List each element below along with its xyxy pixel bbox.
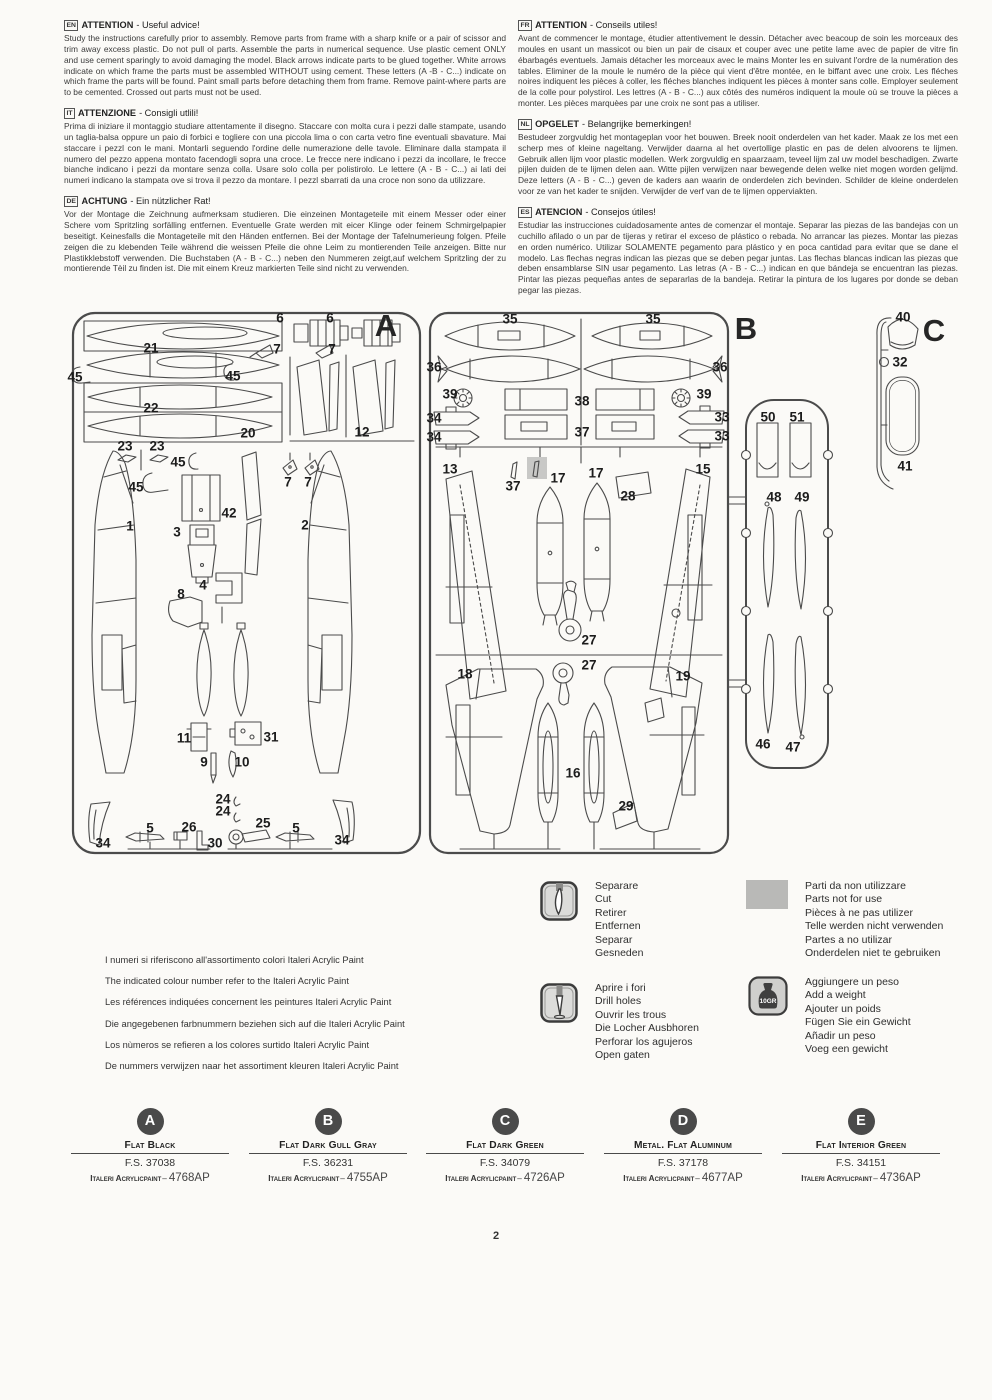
part-number-label: 25	[255, 815, 271, 831]
symbol-cut	[540, 880, 643, 960]
part-number-label: 48	[766, 489, 782, 505]
not-for-use-swatch	[746, 880, 788, 914]
part-number-label: 46	[755, 736, 771, 752]
symbol-weight	[748, 976, 911, 1056]
paint-note-line: Les références indiquées concernent les peintures Italeri Acrylic Paint	[105, 997, 392, 1008]
notice-nl-body: Bestudeer zorgvuldig het montageplan voor het bouwen. Breek nooit onderdelen van het kader. Maak ze los met een scherp mes of kleine nageltang. Verwijder daarna al het overtollige plastic en pas de delen alvoorens te lijmen. Gebruik allen lijm voor plastic modellen. Werk zorgvuldig en spaarzaam, teveel lijm zal uw model beschadigen. Zwarte pijlen duiden de te lijmen delen aan. Witte pijlen verwijzen naar bewegende delen welke niet mogen worden gelijmd. Deze letters (A - B - C...) geven de kaders aan waarin de onderdelen zich bevinden. Schilder de kleine onderdelen voor ze van het kader te snijden. Verwijder de verf van de te lijmen opperviakten.	[518, 131, 958, 197]
part-number-label: 22	[143, 400, 159, 416]
part-number-label: 2	[301, 517, 309, 533]
paint-note-line: Die angegebenen farbnummern beziehen sich auf die Italeri Acrylic Paint	[105, 1018, 405, 1029]
cut-knife-icon	[540, 880, 578, 926]
divider	[71, 1153, 229, 1154]
paint-fs-number: F.S. 37178	[657, 1157, 709, 1169]
part-number-label: 5	[292, 820, 300, 836]
symbol-cut-labels: Separare Cut Retirer Entfernen Separar Gesneden	[595, 880, 644, 960]
part-number-label: 31	[263, 729, 279, 745]
part-number-label: 47	[785, 739, 801, 755]
symbol-weight-labels: Aggiungere un peso Add a weight Ajouter un poids Fügen Sie ein Gewicht Añadir un peso Voeg een gewicht	[805, 976, 911, 1056]
part-number-label: 12	[354, 424, 370, 440]
language-badge: NL	[518, 119, 532, 130]
part-number-label: 40	[895, 309, 911, 325]
divider	[604, 1153, 762, 1154]
part-number-label: 38	[574, 393, 590, 409]
part-number-label: 16	[565, 765, 581, 781]
part-number-label: 7	[328, 341, 336, 357]
language-badge: IT	[64, 108, 75, 119]
part-number-label: 29	[618, 798, 634, 814]
part-number-label: 27	[581, 657, 597, 673]
notice-fr-body: Avant de commencer le montage, étudier attentivement le dessin. Détacher avec beacoup de soin les morceaux des moules en usant un massicot ou bien un pair de cisaux et couper avec une petite lame avec de papier de vitre fin ébarbagés eventuels. Jamais détacher les morceaux avec le mains Monter les en suivant l'ordre de la numération des tables. Eliminer de la moule le numéro de la pièce qui vient d'être montée, en le biffant avec une croix. Les fléches noires indiquent les pièces à coller, les fléches blanches indiquent les pièces à monter sans colle. Employer seulement de la colle pour polystirol. Les lettres (A - B - C...) aux côtés des numéros indiquent la moule où se trouve la pièces a monter. Les pièces marquèes par une croix ne sont pas a utiliser.	[518, 33, 958, 109]
part-number-label: 33	[714, 428, 730, 444]
part-number-label: 39	[442, 386, 458, 402]
paint-name: Flat Dark Gull Gray	[279, 1140, 377, 1151]
notice-fr-title: FR ATTENTION - Conseils utiles!	[518, 20, 958, 31]
paint-brand-line: Italeri Acrylicpaint– 4755AP	[268, 1172, 388, 1184]
language-badge: DE	[64, 196, 78, 207]
part-number-label: 42	[221, 505, 237, 521]
add-weight-icon	[748, 976, 788, 1021]
part-number-label: 3	[173, 524, 181, 540]
part-number-label: 28	[620, 488, 636, 504]
part-number-label: 34	[95, 835, 111, 851]
part-number-label: 4	[199, 577, 207, 593]
paint-name: Flat Dark Green	[466, 1140, 544, 1151]
paint-letter-badge: A	[137, 1108, 164, 1135]
part-number-label: 32	[892, 354, 908, 370]
page-number: 2	[492, 1230, 500, 1242]
sprue-line-art	[0, 305, 992, 880]
part-number-label: 24	[215, 803, 231, 819]
paint-name: Metal. Flat Aluminum	[633, 1140, 733, 1151]
part-number-label: 34	[426, 410, 442, 426]
paint-reference-notes	[105, 950, 405, 1077]
part-number-label: 30	[207, 835, 223, 851]
part-number-label: 35	[645, 311, 661, 327]
part-number-label: 45	[67, 369, 83, 385]
part-number-label: 39	[696, 386, 712, 402]
part-number-label: 41	[897, 458, 913, 474]
part-number-label: 17	[550, 470, 566, 486]
notice-en-title: EN ATTENTION - Useful advice!	[64, 20, 506, 31]
language-badge: ES	[518, 207, 532, 218]
paint-col-c	[420, 1108, 590, 1184]
part-number-label: 37	[505, 478, 521, 494]
part-number-label: 18	[457, 666, 473, 682]
sprue-letter-label: B	[734, 311, 758, 346]
symbol-drill-labels: Aprire i fori Drill holes Ouvrir les trous Die Locher Ausbhoren Perforar los agujeros Open gaten	[595, 982, 699, 1062]
paint-col-a	[65, 1108, 235, 1184]
paint-brand-line: Italeri Acrylicpaint– 4768AP	[90, 1172, 210, 1184]
svg-text:10GR: 10GR	[759, 998, 777, 1005]
part-number-label: 7	[273, 341, 281, 357]
language-badge: EN	[64, 20, 78, 31]
drill-holes-icon	[540, 982, 578, 1028]
symbol-not-for-use-labels: Parti da non utilizzare Parts not for use Pièces à ne pas utilizer Telle werden nicht verwenden Partes a no utilizar Onderdelen niet te gebruiken	[805, 880, 944, 960]
divider	[249, 1153, 407, 1154]
paint-brand-line: Italeri Acrylicpaint– 4677AP	[623, 1172, 743, 1184]
part-number-label: 7	[284, 474, 292, 490]
part-number-label: 33	[714, 409, 730, 425]
notice-es-title: ES ATENCION - Consejos útiles!	[518, 207, 958, 218]
part-number-label: 45	[225, 368, 241, 384]
part-number-label: 19	[675, 668, 691, 684]
part-number-label: 5	[146, 820, 154, 836]
paint-note-line: I numeri si riferiscono all'assortimento colori Italeri Acrylic Paint	[105, 955, 364, 965]
part-number-label: 6	[326, 310, 334, 326]
part-number-label: 45	[128, 479, 144, 495]
part-number-label: 35	[502, 311, 518, 327]
paint-col-d	[598, 1108, 768, 1184]
part-number-label: 1	[126, 518, 134, 534]
notice-it-body: Prima di iniziare il montaggio studiare attentamente il disegno. Staccare con molta cura i pezzi dalle stampate, usando un taglia-balsa oppure un paio di forbici e togliere con una piccola lima o con carta vetro fine eventuali sbavature. Mai staccare i pezzl con le mani. Montarli seguendo l'ordine delle numerazione delle tavole. Eliminare dalla stampata il numero del pezzo appena montato facendogli sopra una croce. Le frecce nere indicano i pezzi da incollare, le frecce bianche indicano i pezzi da montare senza colla. Usare solo colla per polistirolo. Le lettere (A - B - C...) ai lati dei numeri indicano la stampata ove si trova il pezzo da montare. I pezzl sbarrati da una croce non sono da utilizzare.	[64, 121, 506, 186]
part-number-label: 10	[234, 754, 250, 770]
part-number-label: 21	[143, 340, 159, 356]
part-number-label: 24	[215, 791, 231, 807]
notice-nl-title: NL OPGELET - Belangrijke bemerkingen!	[518, 119, 958, 130]
notice-it-title: IT ATTENZIONE - Consigli utlili!	[64, 108, 506, 119]
sprue-letter-label: C	[922, 313, 946, 348]
paint-letter-badge: D	[670, 1108, 697, 1135]
part-number-label: 20	[240, 425, 256, 441]
part-number-label: 36	[712, 359, 728, 375]
notice-en-body: Study the instructions carefully prior to assembly. Remove parts from frame with a sharp knife or a pair of scissor and trim away excess plastic. Do not pull ol parts. Assemble the parts in numerical sequence. Use plastic cement ONLY and use cement sparingly to avoid damaging the model. Black arrows indicate parts to be glued together. White arrows indicate on which frame the parts must be assembled WITHOUT using cement. These letters (A -B - C...) indicate on which frame the parts will be found. Paint small parts before detaching them from frame. Remove paint-where parts are to be cemented. Crossed out parts must not be used.	[64, 33, 506, 98]
part-number-label: 26	[181, 819, 197, 835]
paint-letter-badge: B	[315, 1108, 342, 1135]
notice-de-body: Vor der Montage die Zeichnung aufmerksam studieren. Die einzeinen Montageteile mit einem Messer oder einer Schere vom Spritzling sorfälling entfernen. Eventuelle Grate werden mit eicer Klinge oder feinem Schmirgelpapier beseitigt. Keinesfalls die Montageteile mit den Händen entfernen. Bei der Montage der Tafelnumerieung folgen. Pfeile zeigen die zu klebenden Teile während die weissen Pfeile die ohne Leim zu montierenden Teile anzeigen. Bitte nur Plastikklebstoff verwenden. Die Buchstaben (A - B - C...) neben den Nummeren zeigt,auf welchem Spritzling der zu montierende Tèil zu finden ist. Die mit einem Kreuz markierten Teile sind nicht zu verwenden.	[64, 209, 506, 274]
paint-fs-number: F.S. 34151	[835, 1157, 887, 1169]
part-number-label: 36	[426, 359, 442, 375]
paint-fs-number: F.S. 34079	[479, 1157, 531, 1169]
paint-note-line: The indicated colour number refer to the Italeri Acrylic Paint	[105, 976, 349, 987]
part-number-label: 9	[200, 754, 208, 770]
divider	[782, 1153, 940, 1154]
part-number-label: 27	[581, 632, 597, 648]
paint-fs-number: F.S. 36231	[302, 1157, 354, 1169]
paint-name: Flat Interior Green	[815, 1140, 907, 1151]
divider	[426, 1153, 584, 1154]
paint-brand-line: Italeri Acrylicpaint– 4736AP	[801, 1172, 921, 1184]
part-number-label: 7	[304, 474, 312, 490]
part-number-label: 37	[574, 424, 590, 440]
paint-note-line: De nummers verwijzen naar het assortiment kleuren Italeri Acrylic Paint	[105, 1061, 399, 1072]
paint-fs-number: F.S. 37038	[124, 1157, 176, 1169]
part-number-label: 49	[794, 489, 810, 505]
sprue-letter-label: A	[374, 308, 398, 343]
part-number-label: 8	[177, 586, 185, 602]
paint-note-line: Los nùmeros se refieren a los colores surtido Italeri Acrylic Paint	[105, 1039, 370, 1050]
paint-letter-badge: E	[848, 1108, 875, 1135]
part-number-label: 34	[334, 832, 350, 848]
part-number-label: 15	[695, 461, 711, 477]
paint-brand-line: Italeri Acrylicpaint– 4726AP	[445, 1172, 565, 1184]
symbol-not-for-use	[746, 880, 943, 960]
paint-col-e	[776, 1108, 946, 1184]
part-number-label: 23	[149, 438, 165, 454]
part-number-label: 51	[789, 409, 805, 425]
part-number-label: 50	[760, 409, 776, 425]
part-number-label: 45	[170, 454, 186, 470]
notice-de-title: DE ACHTUNG - Ein nützlicher Rat!	[64, 196, 506, 207]
symbol-drill	[540, 982, 699, 1062]
part-number-label: 6	[276, 310, 284, 326]
part-number-label: 17	[588, 465, 604, 481]
part-number-label: 13	[442, 461, 458, 477]
part-number-label: 23	[117, 438, 133, 454]
part-number-label: 34	[426, 429, 442, 445]
notice-es-body: Estudiar las instrucciones cuidadosamente antes de comenzar el montaje. Separar las piezas de las bandejas con un cuchillo afilado o un par de tijeras y retirar el exceso de plástico o rebada. No arrancar las piezes. Montar las piezas en orden numérico. Utilizar SOLAMENTE pegamento para plástico y en poca cantidad para evitar que se dane el modelo. Las flechas negras indican las piezas que se deben pegar juntas. Las flechas blancas indican las piezas que deben ensamblarse SIN usar pegamento. Las letras (A - B - C...) indican en que bándeja se encuentran las piezas. Pintar las piezas pequeñas antes de separarlas de la bandeja. Retirar la pintura de los lugares por donde se deban pegar las piezas.	[518, 219, 958, 296]
paint-name: Flat Black	[124, 1140, 176, 1151]
paint-col-b	[243, 1108, 413, 1184]
part-number-label: 11	[176, 730, 192, 746]
paint-letter-badge: C	[492, 1108, 519, 1135]
language-badge: FR	[518, 20, 532, 31]
